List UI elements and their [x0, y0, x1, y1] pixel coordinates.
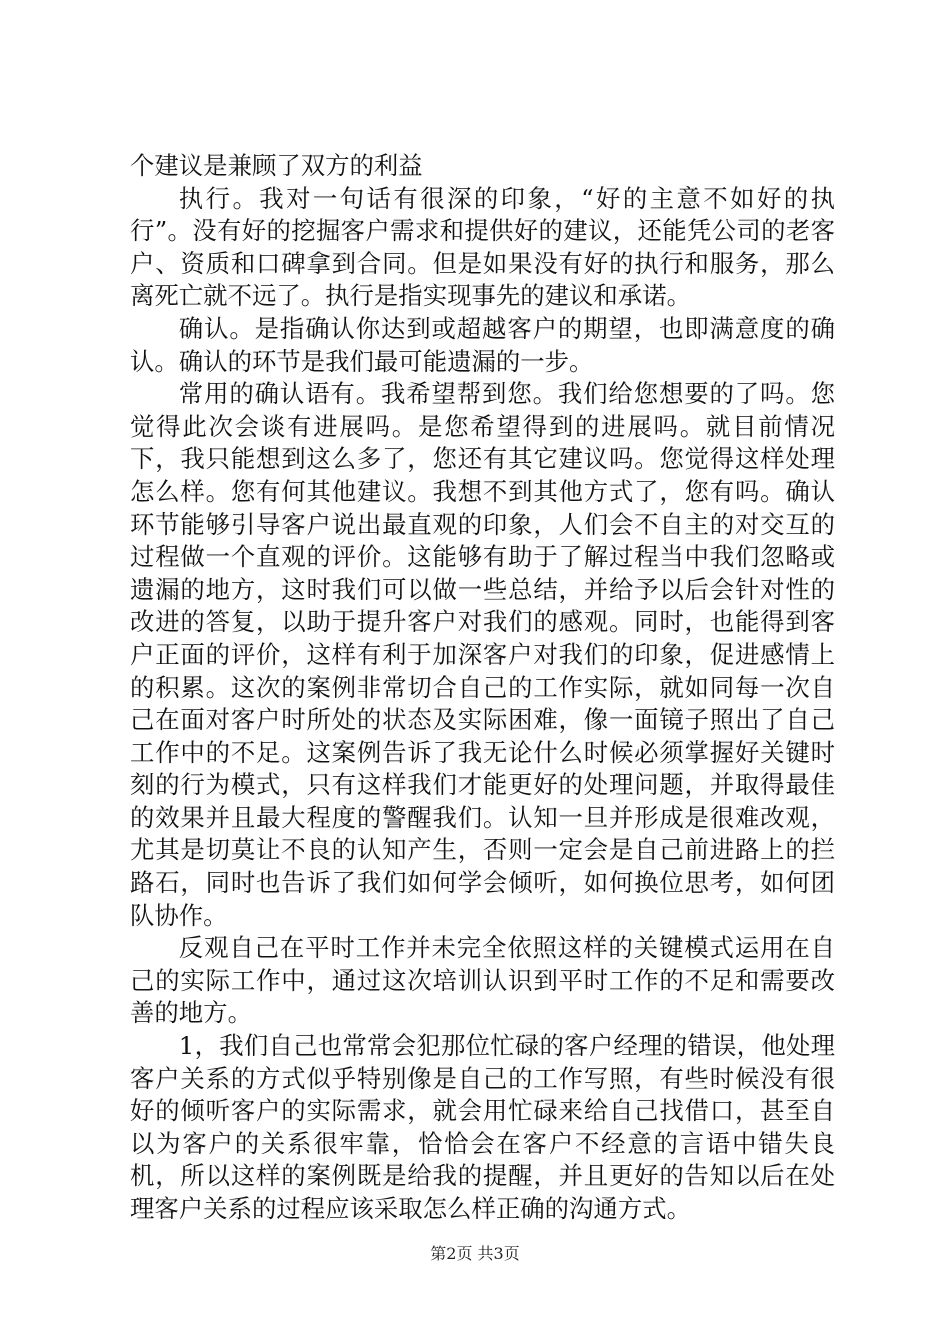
paragraph-4: 常用的确认语有。我希望帮到您。我们给您想要的了吗。您觉得此次会谈有进展吗。是您希望得到的进展吗。就目前情况下，我只能想到这么多了，您还有其它建议吗。您觉得这样处理怎么样。您有何其他建议。我想不到其他方式了，您有吗。确认环节能够引导客户说出最直观的印象，人们会不自主的对交互的过程做一个直观的评价。这能够有助于了解过程当中我们忽略或遗漏的地方，这时我们可以做一些总结，并给予以后会针对性的改进的答复，以助于提升客户对我们的感观。同时，也能得到客户正面的评价，这样有利于加深客户对我们的印象，促进感情上的积累。这次的案例非常切合自己的工作实际，就如同每一次自己在面对客户时所处的状态及实际困难，像一面镜子照出了自己工作中的不足。这案例告诉了我无论什么时候必须掌握好关键时刻的行为模式，只有这样我们才能更好的处理问题，并取得最佳的效果并且最大程度的警醒我们。认知一旦并形成是很难改观，尤其是切莫让不良的认知产生，否则一定会是自己前进路上的拦路石，同时也告诉了我们如何学会倾听，如何换位思考，如何团队协作。 — [130, 379, 835, 930]
paragraph-2: 执行。我对一句话有很深的印象，“好的主意不如好的执行”。没有好的挖掘客户需求和提供好的建议，还能凭公司的老客户、资质和口碑拿到合同。但是如果没有好的执行和服务，那么离死亡就不远了。执行是指实现事先的建议和承诺。 — [130, 183, 835, 311]
body-text — [130, 150, 835, 1226]
paragraph-3: 确认。是指确认你达到或超越客户的期望，也即满意度的确认。确认的环节是我们最可能遗漏的一步。 — [130, 313, 835, 376]
paragraph-1: 个建议是兼顾了双方的利益 — [130, 151, 423, 180]
paragraph-5: 反观自己在平时工作并未完全依照这样的关键模式运用在自己的实际工作中，通过这次培训认识到平时工作的不足和需要改善的地方。 — [130, 933, 835, 1028]
paragraph-6: 1，我们自己也常常会犯那位忙碌的客户经理的错误，他处理客户关系的方式似乎特别像是自己的工作写照，有些时候没有很好的倾听客户的实际需求，就会用忙碌来给自己找借口，甚至自以为客户的关系很牢靠，恰恰会在客户不经意的言语中错失良机，所以这样的案例既是给我的提醒，并且更好的告知以后在处理客户关系的过程应该采取怎么样正确的沟通方式。 — [130, 1031, 835, 1223]
page-number-footer: 第2页 共3页 — [430, 1244, 520, 1263]
